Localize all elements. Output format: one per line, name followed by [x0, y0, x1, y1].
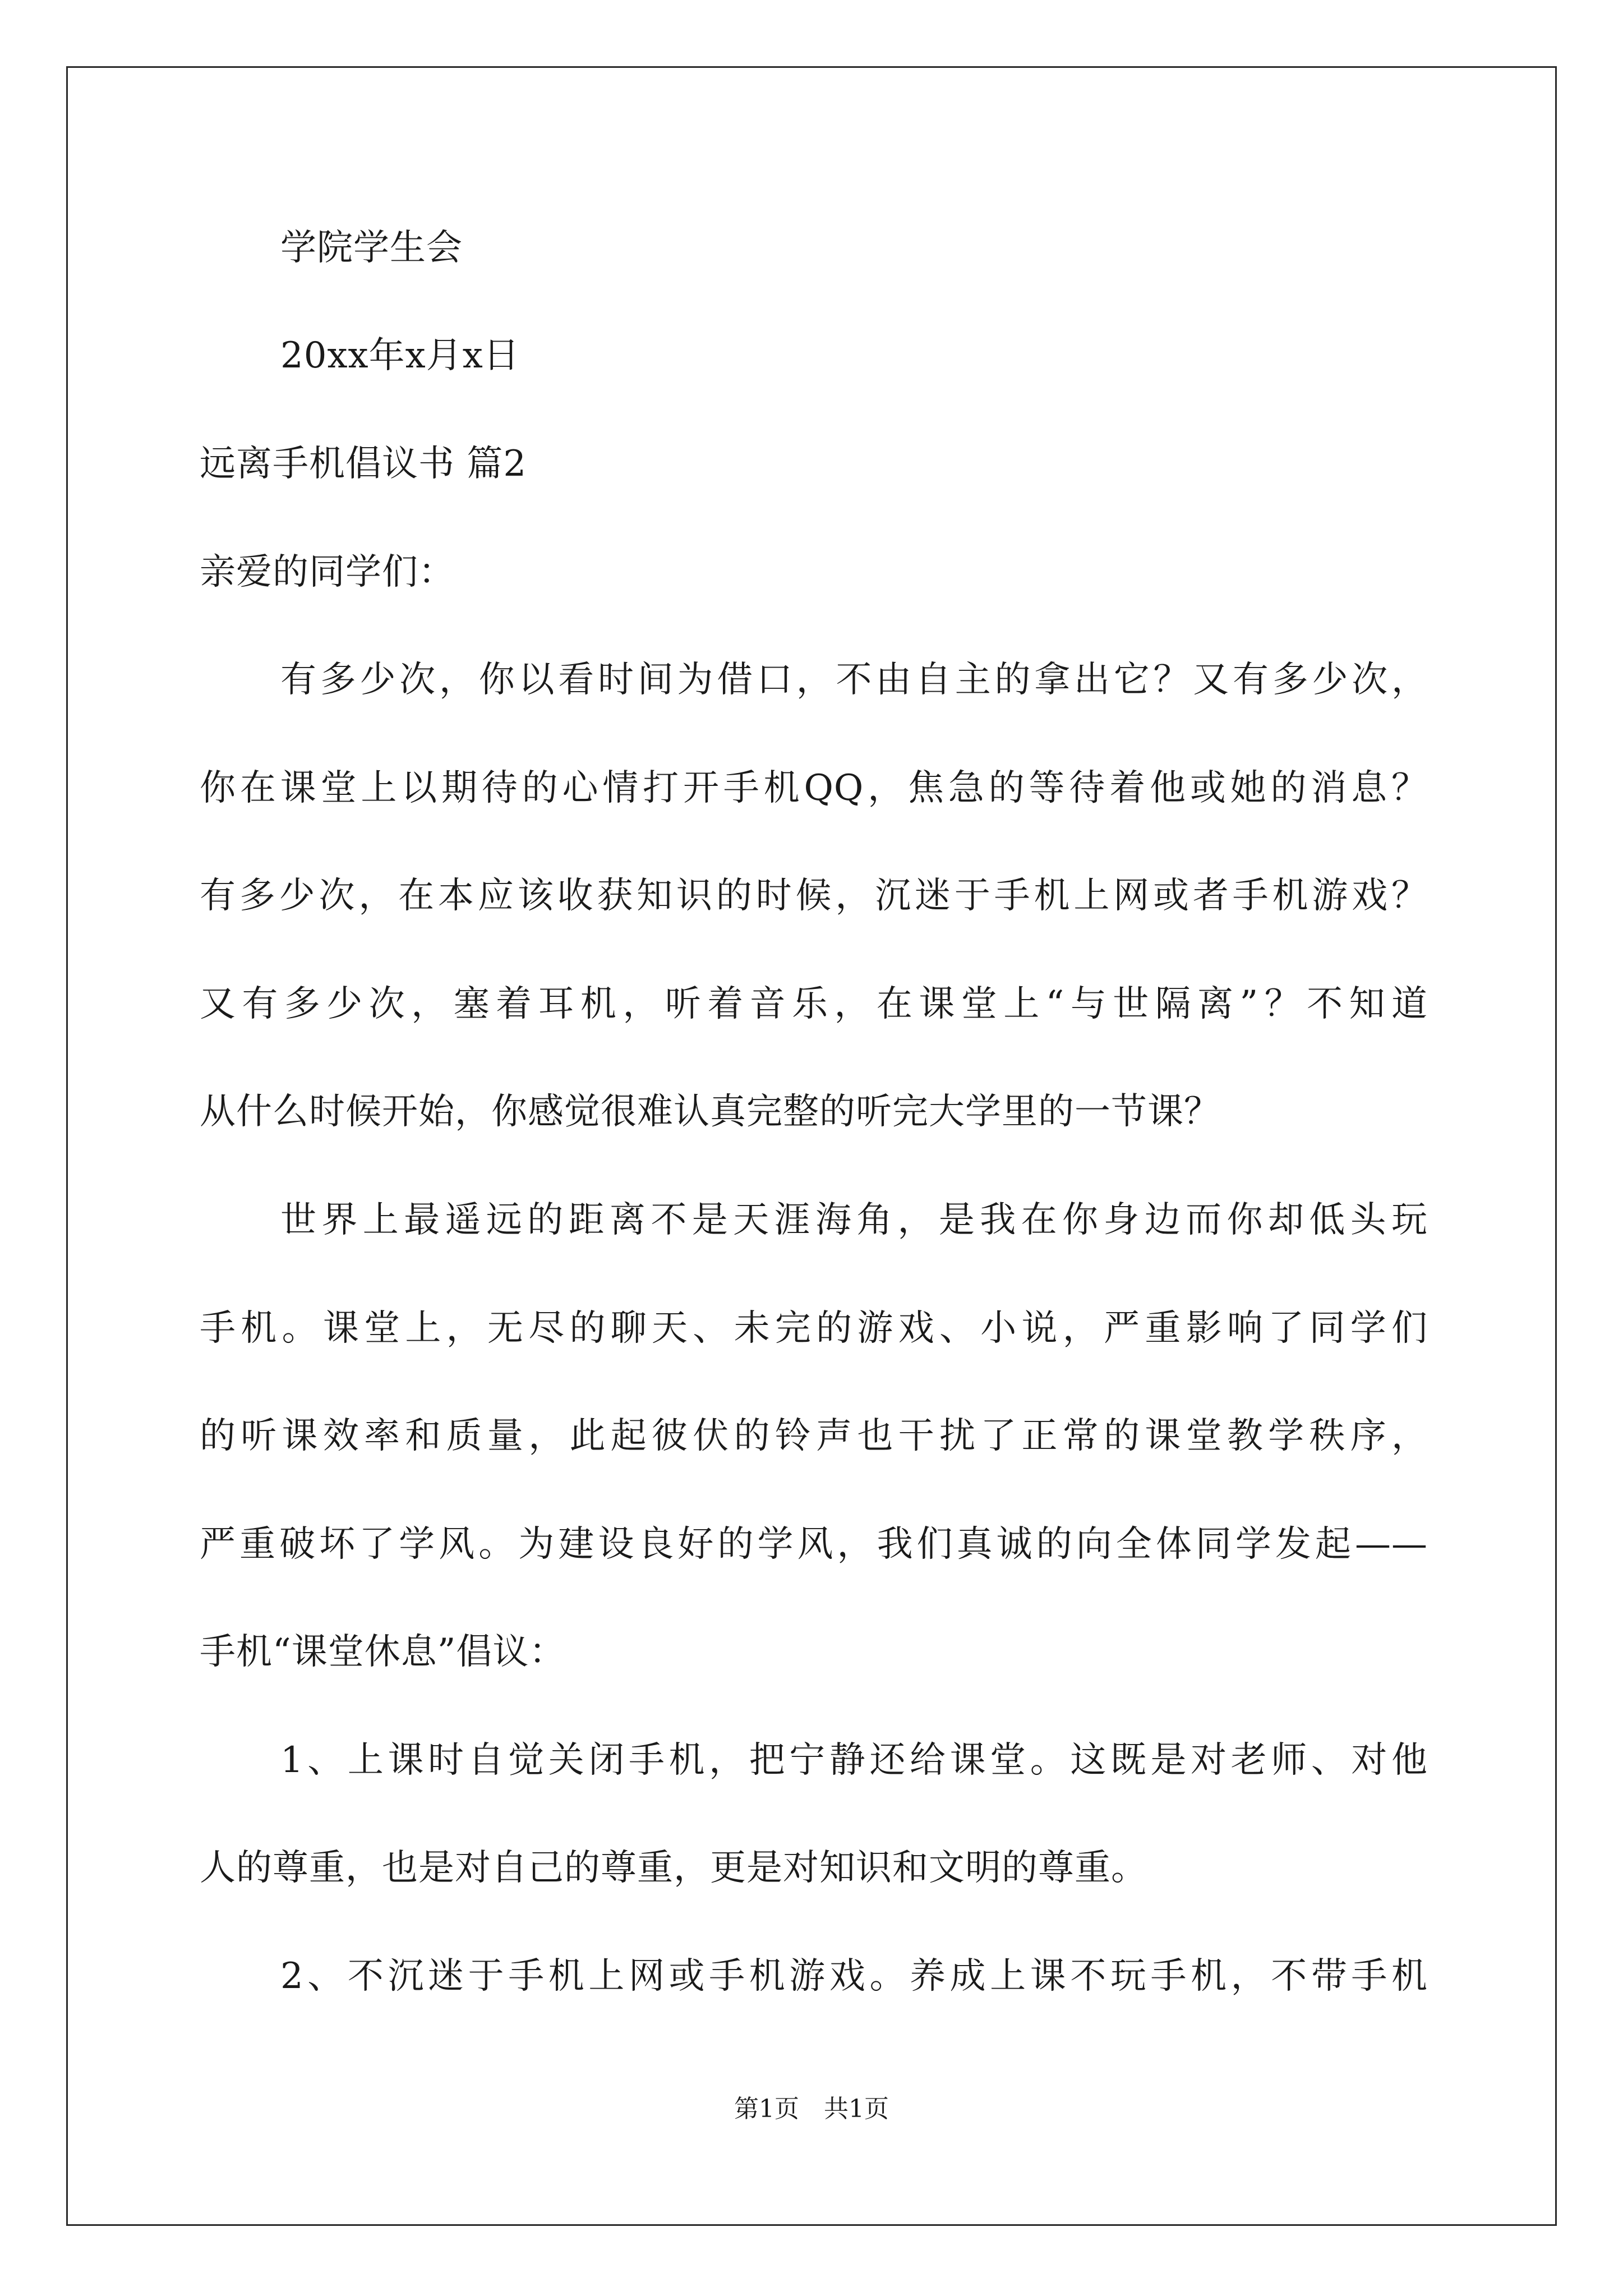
paragraph-line: 世界上最遥远的距离不是天涯海角，是我在你身边而你却低头玩 — [280, 1199, 1428, 1241]
page-number: 第1页 共1页 — [734, 2095, 889, 2123]
paragraph-line: 1、上课时自觉关闭手机，把宁静还给课堂。这既是对老师、对他 — [280, 1740, 1428, 1781]
page-border — [66, 66, 1557, 2226]
paragraph-line: 手机。课堂上，无尽的聊天、未完的游戏、小说，严重影响了同学们 — [200, 1308, 1428, 1349]
signature-org: 学院学生会 — [280, 227, 463, 269]
signature-date: 20xx年x月x日 — [280, 335, 520, 376]
paragraph-line: 严重破坏了学风。为建设良好的学风，我们真诚的向全体同学发起—— — [200, 1524, 1428, 1565]
paragraph-line: 的听课效率和质量，此起彼伏的铃声也干扰了正常的课堂教学秩序， — [200, 1415, 1428, 1457]
section-title: 远离手机倡议书 篇2 — [200, 443, 527, 485]
paragraph-line: 手机“课堂休息”倡议： — [200, 1631, 566, 1673]
paragraph-line: 人的尊重，也是对自己的尊重，更是对知识和文明的尊重。 — [200, 1847, 1147, 1889]
paragraph-line: 从什么时候开始，你感觉很难认真完整的听完大学里的一节课？ — [200, 1091, 1220, 1133]
paragraph-line: 2、不沉迷于手机上网或手机游戏。养成上课不玩手机，不带手机 — [280, 1955, 1428, 1997]
paragraph-line: 有多少次，你以看时间为借口，不由自主的拿出它？又有多少次， — [280, 659, 1428, 701]
salutation: 亲爱的同学们： — [200, 551, 455, 593]
paragraph-line: 又有多少次，塞着耳机，听着音乐，在课堂上“与世隔离”？不知道 — [200, 983, 1428, 1025]
paragraph-line: 有多少次，在本应该收获知识的时候，沉迷于手机上网或者手机游戏？ — [200, 875, 1428, 917]
paragraph-line: 你在课堂上以期待的心情打开手机QQ，焦急的等待着他或她的消息？ — [200, 767, 1428, 809]
